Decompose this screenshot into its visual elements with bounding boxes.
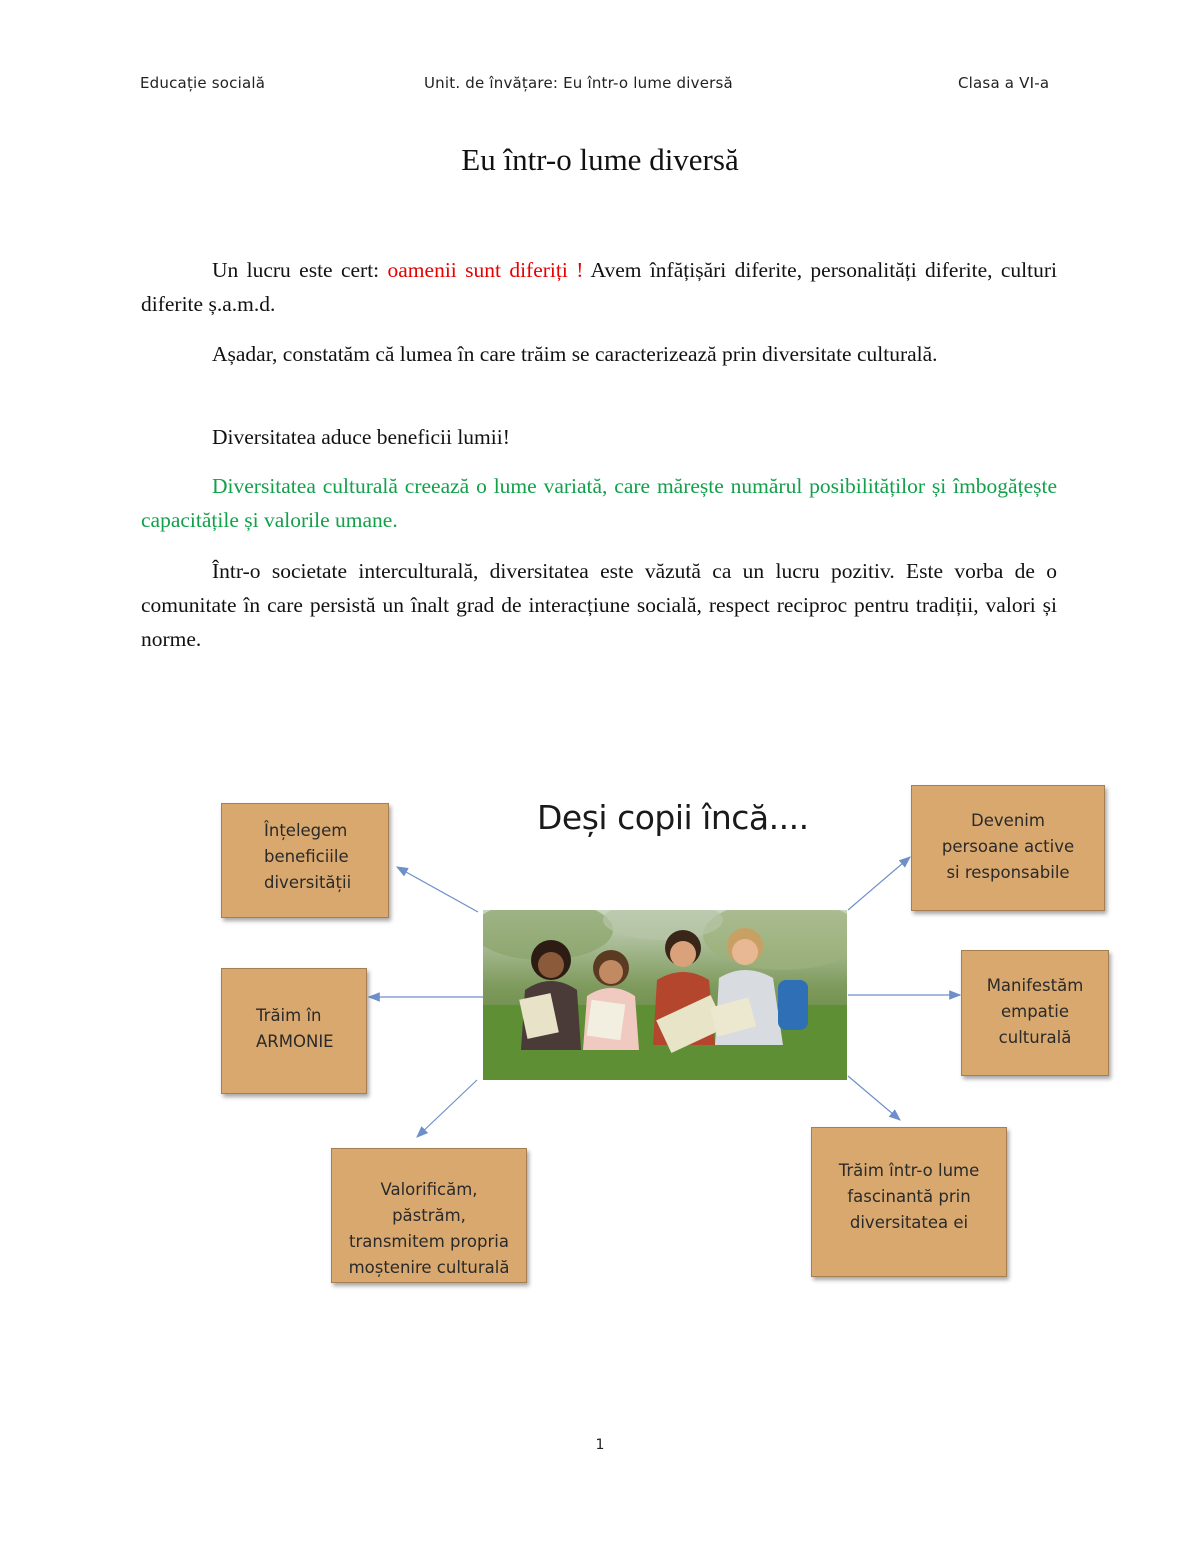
children-reading-photo (483, 910, 847, 1080)
paragraph-3-text: Diversitatea aduce beneficii lumii! (212, 425, 510, 449)
box-harmony-text: Trăim în ARMONIE (256, 1006, 334, 1051)
box-fascinating-world-text: Trăim într-o lume fascinantă prin diversitatea ei (838, 1161, 980, 1232)
paragraph-1-start: Un lucru este cert: (212, 258, 388, 282)
box-heritage-text: Valorificăm, păstrăm, transmitem propria moștenire culturală (348, 1180, 510, 1277)
header-class: Clasa a VI-a (958, 74, 1050, 92)
box-active-citizens-text: Devenim persoane active si responsabile (941, 811, 1075, 882)
box-heritage (331, 1148, 527, 1283)
box-active-citizens (911, 785, 1105, 911)
box-harmony (221, 968, 367, 1094)
arrow-to-heritage (417, 1080, 477, 1137)
box-empathy-text: Manifestăm empatie culturală (986, 976, 1084, 1047)
highlight-red: oamenii sunt diferiți ! (387, 258, 584, 282)
page-title: Eu într-o lume diversă (461, 142, 739, 177)
paragraph-4-text: Diversitatea culturală creează o lume variată, care mărește numărul posibilităților și îmbogățește capacitățile și valorile umane. (141, 474, 1057, 532)
arrow-to-active (848, 857, 910, 910)
header-subject: Educație socială (140, 74, 266, 92)
arrow-to-understand (397, 867, 478, 912)
page-number: 1 (595, 1437, 605, 1453)
box-fascinating-world (811, 1127, 1007, 1277)
arrow-to-fascinating (848, 1076, 900, 1120)
box-understand-benefits (221, 803, 389, 918)
paragraph-1-end: Avem înfățișări diferite, personalități diferite, culturi diferite ș.a.m.d. (141, 258, 1057, 316)
diagram-title: Deși copii încă.... (537, 798, 809, 837)
paragraph-5-text: Într-o societate interculturală, diversitatea este văzută ca un lucru pozitiv. Este vorba de o comunitate în care persistă un înalt grad de interacțiune socială, respect reciproc pentru tradiții, valori și norme. (141, 559, 1057, 651)
box-empathy (961, 950, 1109, 1076)
box-understand-benefits-text: Înțelegem beneficiile diversității (264, 821, 352, 892)
header-unit: Unit. de învățare: Eu într-o lume diversă (424, 74, 733, 92)
paragraph-2-text: Așadar, constatăm că lumea în care trăim se caracterizează prin diversitate culturală. (212, 342, 938, 366)
